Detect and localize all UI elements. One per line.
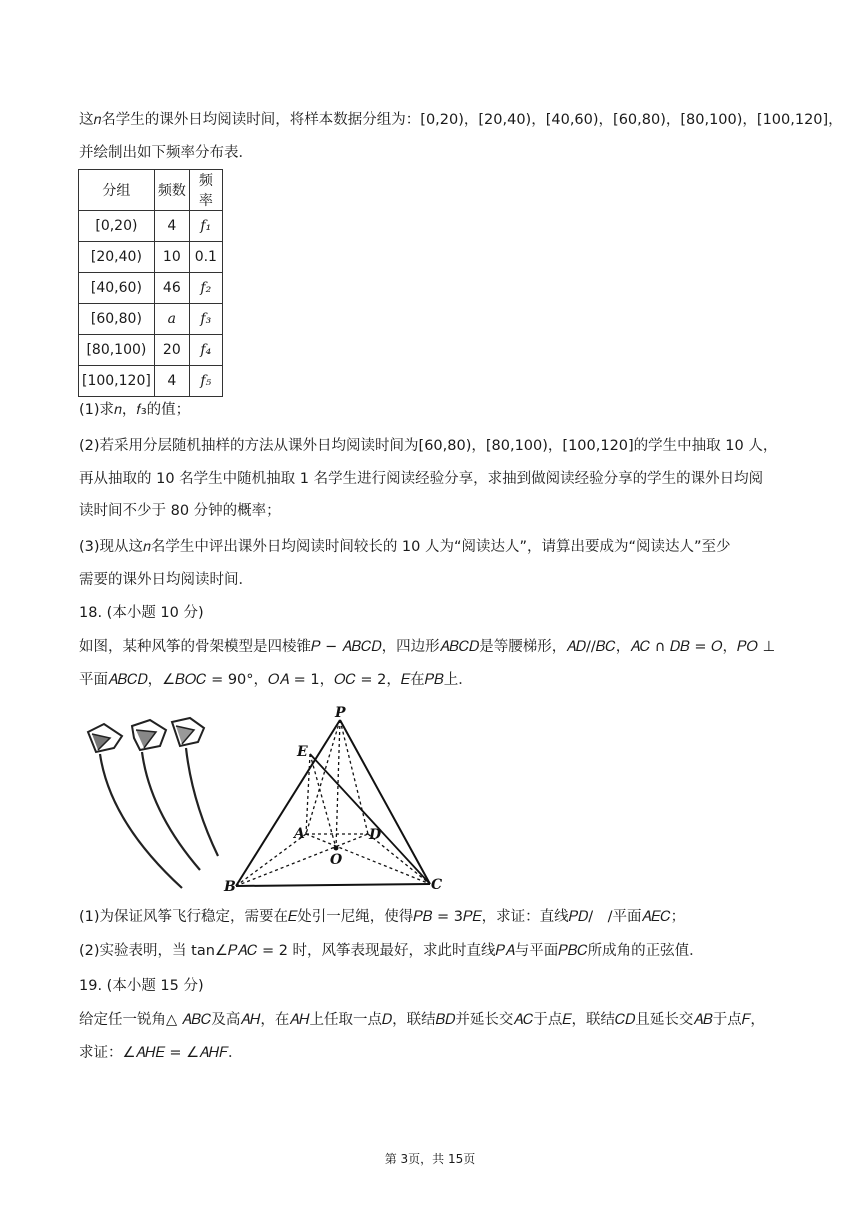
table-cell: 4 [154, 366, 189, 397]
p19-header: 19. (本小题 15 分) [79, 978, 204, 994]
p18-header: 18. (本小题 10 分) [79, 605, 204, 621]
table-header-cell: 分组 [79, 170, 155, 211]
table-row [79, 304, 223, 335]
table-row [79, 211, 223, 242]
table-cell: 𝑓₂ [189, 273, 222, 304]
kite-pyramid-figure [82, 702, 462, 898]
table-cell: 𝑓₃ [189, 304, 222, 335]
table-cell: 46 [154, 273, 189, 304]
table-row [79, 242, 223, 273]
p17-question1: (1)求𝑛，𝑓₃的值； [79, 402, 191, 418]
p17-intro-line1: 这𝑛名学生的课外日均阅读时间，将样本数据分组为：[0,20)，[20,40)，[40,60)，[60,80)，[80,100)，[100,120]， [79, 112, 843, 128]
label-a: A [294, 826, 305, 842]
pyramid-diagram [82, 702, 462, 894]
page-footer: 第 3页，共 15页 [384, 1152, 476, 1166]
p17-question2-line1: (2)若采用分层随机抽样的方法从课外日均阅读时间为[60,80)，[80,100)，[100,120]的学生中抽取 10 人， [79, 438, 778, 454]
p17-question2-line2: 再从抽取的 10 名学生中随机抽取 1 名学生进行阅读经验分享，求抽到做阅读经验分享的学生的课外日均阅 [79, 471, 764, 487]
p18-question2: (2)实验表明，当 tan∠𝑃𝐴𝐶 = 2 时，风筝表现最好，求此时直线𝑃𝐴与平面𝑃𝐵𝐶所成角的正弦值． [79, 943, 704, 959]
label-p: P [335, 705, 346, 721]
p19-stem-line1: 给定任一锐角△ 𝐴𝐵𝐶及高𝐴𝐻，在𝐴𝐻上任取一点𝐷，联结𝐵𝐷并延长交𝐴𝐶于点𝐸，联结𝐶𝐷且延长交𝐴𝐵于点𝐹， [79, 1012, 765, 1028]
kite-drawing [88, 718, 218, 888]
p18-stem-line1: 如图，某种风筝的骨架模型是四棱锥𝑃 − 𝐴𝐵𝐶𝐷，四边形𝐴𝐵𝐶𝐷是等腰梯形，𝐴𝐷//𝐵𝐶，𝐴𝐶 ∩ 𝐷𝐵 = 𝑂，𝑃𝑂 ⊥ [79, 639, 776, 655]
label-e: E [297, 744, 308, 760]
table-row [79, 335, 223, 366]
label-o: O [330, 852, 343, 868]
label-d: D [369, 827, 382, 843]
table-cell: 𝑓₁ [189, 211, 222, 242]
point-o-dot [334, 846, 339, 851]
p17-question3-line2: 需要的课外日均阅读时间． [79, 572, 253, 588]
table-cell: [40,60) [79, 273, 155, 304]
table-row [79, 366, 223, 397]
p18-question1: (1)为保证风筝飞行稳定，需要在𝐸处引一尼绳，使得𝑃𝐵 = 3𝑃𝐸，求证：直线𝑃𝐷/ /平面𝐴𝐸𝐶； [79, 909, 686, 925]
table-cell: 𝑓₄ [189, 335, 222, 366]
label-c: C [431, 877, 443, 893]
p19-stem-line2: 求证：∠𝐴𝐻𝐸 = ∠𝐴𝐻𝐹． [79, 1045, 243, 1061]
table-header-cell: 频率 [189, 170, 222, 211]
table-cell: [80,100) [79, 335, 155, 366]
table-cell: 𝑎 [154, 304, 189, 335]
table-cell: 𝑓₅ [189, 366, 222, 397]
p17-question3-line1: (3)现从这𝑛名学生中评出课外日均阅读时间较长的 10 人为“阅读达人”，请算出要成为“阅读达人”至少 [79, 539, 731, 555]
table-cell: 0.1 [189, 242, 222, 273]
table-header-row [79, 170, 223, 211]
table-header-cell: 频数 [154, 170, 189, 211]
p17-intro-line2: 并绘制出如下频率分布表． [79, 145, 253, 161]
p17-question2-line3: 读时间不少于 80 分钟的概率； [79, 503, 281, 519]
table-cell: 20 [154, 335, 189, 366]
table-cell: 4 [154, 211, 189, 242]
table-cell: [0,20) [79, 211, 155, 242]
frequency-table [78, 169, 223, 397]
table-cell: [60,80) [79, 304, 155, 335]
table-row [79, 273, 223, 304]
table-cell: [100,120] [79, 366, 155, 397]
table-cell: [20,40) [79, 242, 155, 273]
p18-stem-line2: 平面𝐴𝐵𝐶𝐷，∠𝐵𝑂𝐶 = 90°，𝑂𝐴 = 1，𝑂𝐶 = 2，𝐸在𝑃𝐵上． [79, 672, 473, 688]
label-b: B [224, 879, 236, 894]
table-cell: 10 [154, 242, 189, 273]
